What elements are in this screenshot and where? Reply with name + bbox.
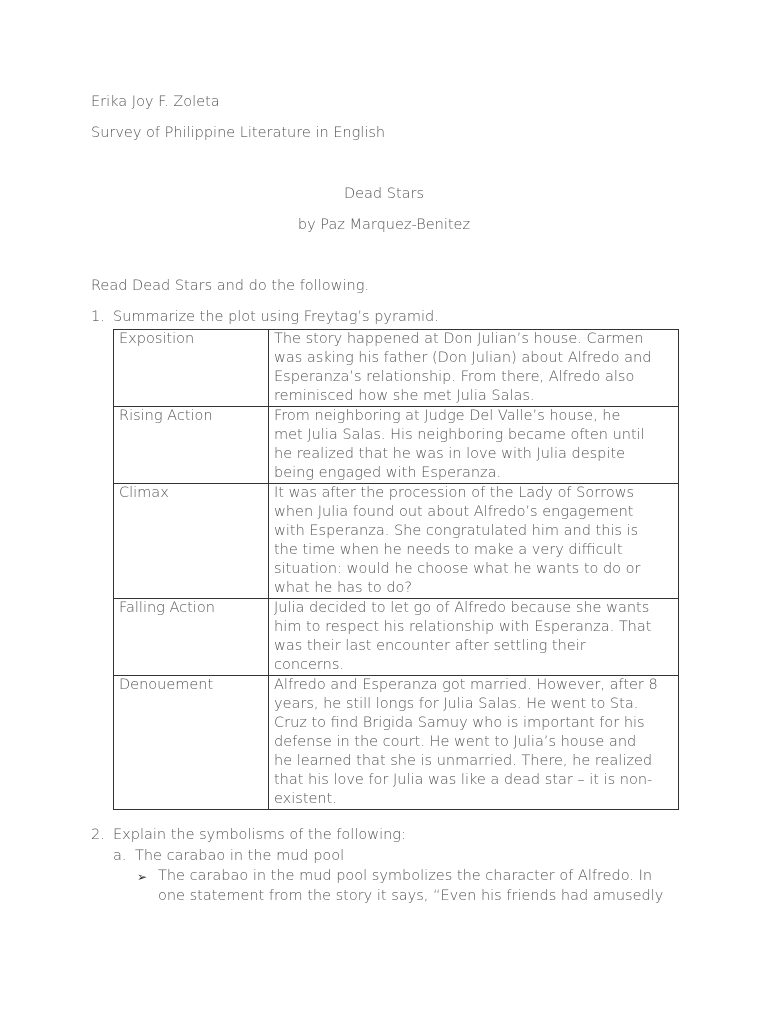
description-line: concerns.	[274, 657, 344, 673]
description-line: being engaged with Esperanza.	[274, 465, 502, 481]
description-line: with Esperanza. She congratulated him and this is	[274, 523, 639, 539]
description-line: was their last encounter after settling their	[274, 638, 586, 654]
table-row	[114, 599, 679, 676]
description-line: From neighboring at Judge Del Valle’s house, he	[274, 408, 621, 424]
plot-stage-description	[269, 330, 679, 407]
question-2a-text: The carabao in the mud pool	[135, 848, 345, 864]
author-name: Erika Joy F. Zoleta	[91, 94, 220, 110]
description-line: years, he still longs for Julia Salas. He went to Sta.	[274, 696, 639, 712]
description-line: him to respect his relationship with Esperanza. That	[274, 619, 652, 635]
question-2a	[113, 847, 344, 866]
course-name: Survey of Philippine Literature in English	[91, 125, 386, 141]
description-line: Esperanza’s relationship. From there, Alfredo also	[274, 369, 635, 385]
freytag-pyramid-table	[113, 329, 679, 810]
description-line: was asking his father (Don Julian) about Alfredo and	[274, 350, 652, 366]
question-1-text: Summarize the plot using Freytag’s pyramid.	[113, 309, 439, 325]
table-row	[114, 407, 679, 484]
plot-stage-label: Denouement	[114, 676, 269, 810]
table-row	[114, 330, 679, 407]
description-line: what he has to do?	[274, 580, 413, 596]
description-line: when Julia found out about Alfredo’s engagement	[274, 504, 634, 520]
description-line: existent.	[274, 791, 337, 807]
description-line: that his love for Julia was like a dead star – it is non-	[274, 772, 653, 788]
description-line: Julia decided to let go of Alfredo because she wants	[274, 600, 650, 616]
answer-2a-line-2: one statement from the story it says, “Even his friends had amusedly	[158, 888, 664, 904]
plot-stage-label: Falling Action	[114, 599, 269, 676]
plot-stage-label: Climax	[114, 484, 269, 599]
question-2a-letter: a.	[113, 848, 127, 864]
answer-2a-line-1: The carabao in the mud pool symbolizes the character of Alfredo. In	[158, 868, 653, 884]
arrowhead-bullet-icon: ➢	[137, 870, 148, 884]
question-2-number: 2.	[91, 827, 105, 843]
description-line: Cruz to find Brigida Samuy who is important for his	[274, 715, 645, 731]
question-2-text: Explain the symbolisms of the following:	[113, 827, 406, 843]
plot-stage-description	[269, 484, 679, 599]
plot-stage-description	[269, 676, 679, 810]
description-line: Alfredo and Esperanza got married. However, after 8	[274, 677, 658, 693]
description-line: the time when he needs to make a very difficult	[274, 542, 623, 558]
table-row	[114, 676, 679, 810]
instructions: Read Dead Stars and do the following.	[91, 278, 369, 294]
description-line: The story happened at Don Julian’s house. Carmen	[274, 331, 644, 347]
plot-stage-label: Exposition	[114, 330, 269, 407]
description-line: he realized that he was in love with Julia despite	[274, 446, 626, 462]
description-line: It was after the procession of the Lady of Sorrows	[274, 485, 635, 501]
table-row	[114, 484, 679, 599]
plot-stage-description	[269, 407, 679, 484]
document-title: Dead Stars	[343, 186, 425, 202]
description-line: reminisced how she met Julia Salas.	[274, 388, 535, 404]
plot-stage-label: Rising Action	[114, 407, 269, 484]
question-1	[91, 308, 439, 327]
description-line: situation: would he choose what he wants to do or	[274, 561, 641, 577]
description-line: defense in the court. He went to Julia’s house and	[274, 734, 637, 750]
description-line: he learned that she is unmarried. There, he realized	[274, 753, 653, 769]
document-byline: by Paz Marquez-Benitez	[297, 217, 471, 233]
description-line: met Julia Salas. His neighboring became often until	[274, 427, 645, 443]
question-1-number: 1.	[91, 309, 105, 325]
plot-stage-description	[269, 599, 679, 676]
question-2	[91, 826, 406, 845]
